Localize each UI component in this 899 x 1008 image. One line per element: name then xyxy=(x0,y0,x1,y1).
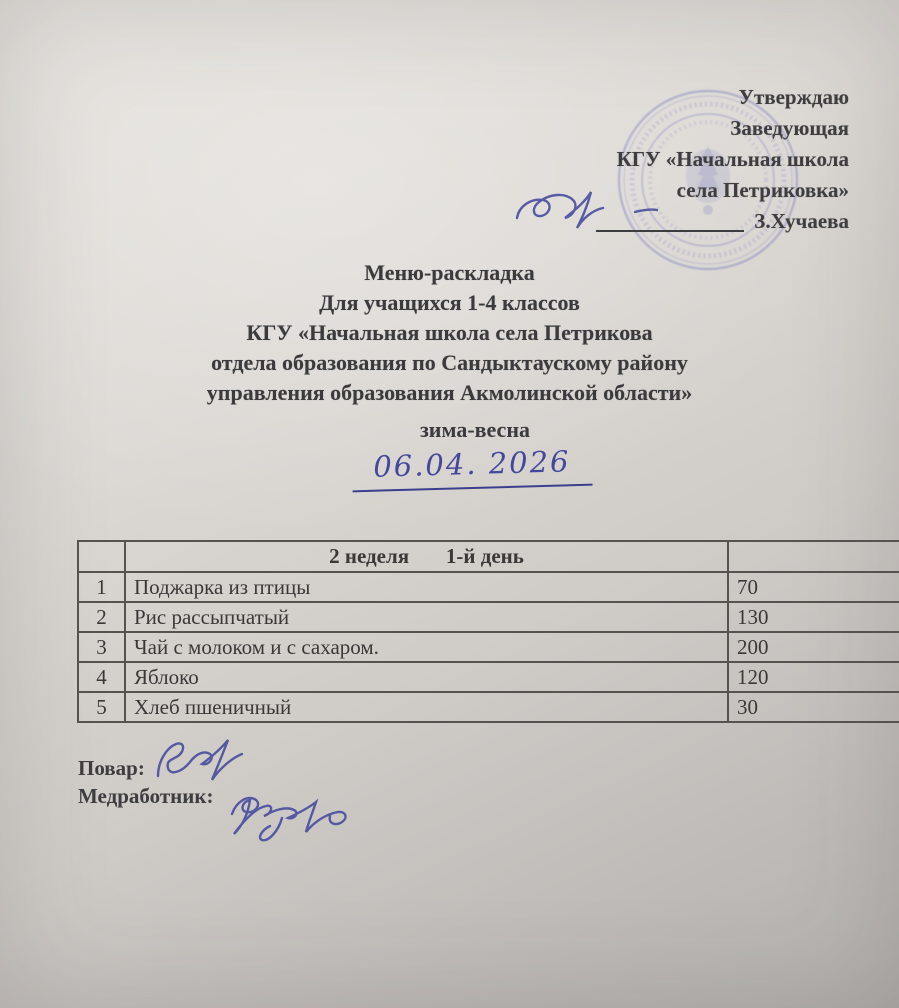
footer-signatures xyxy=(78,754,213,810)
cook-row xyxy=(78,754,213,782)
row-number: 5 xyxy=(78,692,125,722)
menu-table-header-row xyxy=(78,541,899,572)
table-row xyxy=(78,662,899,692)
document-subtitle: Для учащихся 1-4 классов xyxy=(319,290,580,315)
dish-grams: 70 xyxy=(728,572,899,602)
row-number: 2 xyxy=(78,602,125,632)
header-grams-cell xyxy=(728,541,899,572)
table-row xyxy=(78,692,899,722)
menu-table xyxy=(77,540,899,723)
approval-line: Заведующая xyxy=(730,116,849,140)
document-subtitle: отдела образования по Сандыктаускому району xyxy=(211,350,688,375)
handwritten-date: 06.04. 2026 xyxy=(351,444,592,493)
dish-name: Чай с молоком и с сахаром. xyxy=(125,632,728,662)
header-num-cell xyxy=(78,541,125,572)
season-label: зима-весна xyxy=(419,417,531,442)
document-subtitle: КГУ «Начальная школа села Петрикова xyxy=(246,320,653,345)
row-number: 1 xyxy=(78,572,125,602)
table-row xyxy=(78,632,899,662)
row-number: 4 xyxy=(78,662,125,692)
table-row xyxy=(78,602,899,632)
medic-label: Медработник: xyxy=(78,784,214,808)
dish-name: Рис рассыпчатый xyxy=(125,602,728,632)
dish-name: Поджарка из птицы xyxy=(125,572,728,602)
approval-line: села Петриковка» xyxy=(676,178,849,202)
dish-grams: 130 xyxy=(728,602,899,632)
approval-line: КГУ «Начальная школа xyxy=(616,147,849,171)
director-signature-icon xyxy=(509,182,679,240)
cook-signature-icon xyxy=(150,732,260,788)
approval-signer: З.Хучаева xyxy=(754,209,849,233)
dish-grams: 30 xyxy=(728,692,899,722)
header-day-cell: 2 неделя 1-й день xyxy=(125,541,728,572)
dish-name: Хлеб пшеничный xyxy=(125,692,728,722)
document-title-block xyxy=(0,258,899,408)
table-row xyxy=(78,572,899,602)
medic-row xyxy=(78,782,213,810)
approval-line: Утверждаю xyxy=(738,85,849,109)
medic-signature-icon xyxy=(224,784,384,846)
dish-grams: 120 xyxy=(728,662,899,692)
cook-label: Повар: xyxy=(78,756,145,780)
dish-name: Яблоко xyxy=(125,662,728,692)
dish-grams: 200 xyxy=(728,632,899,662)
row-number: 3 xyxy=(78,632,125,662)
document-title: Меню-раскладка xyxy=(364,260,535,285)
document-subtitle: управления образования Акмолинской области» xyxy=(206,380,693,405)
approval-block xyxy=(429,82,849,240)
approval-signature-row xyxy=(429,206,849,240)
